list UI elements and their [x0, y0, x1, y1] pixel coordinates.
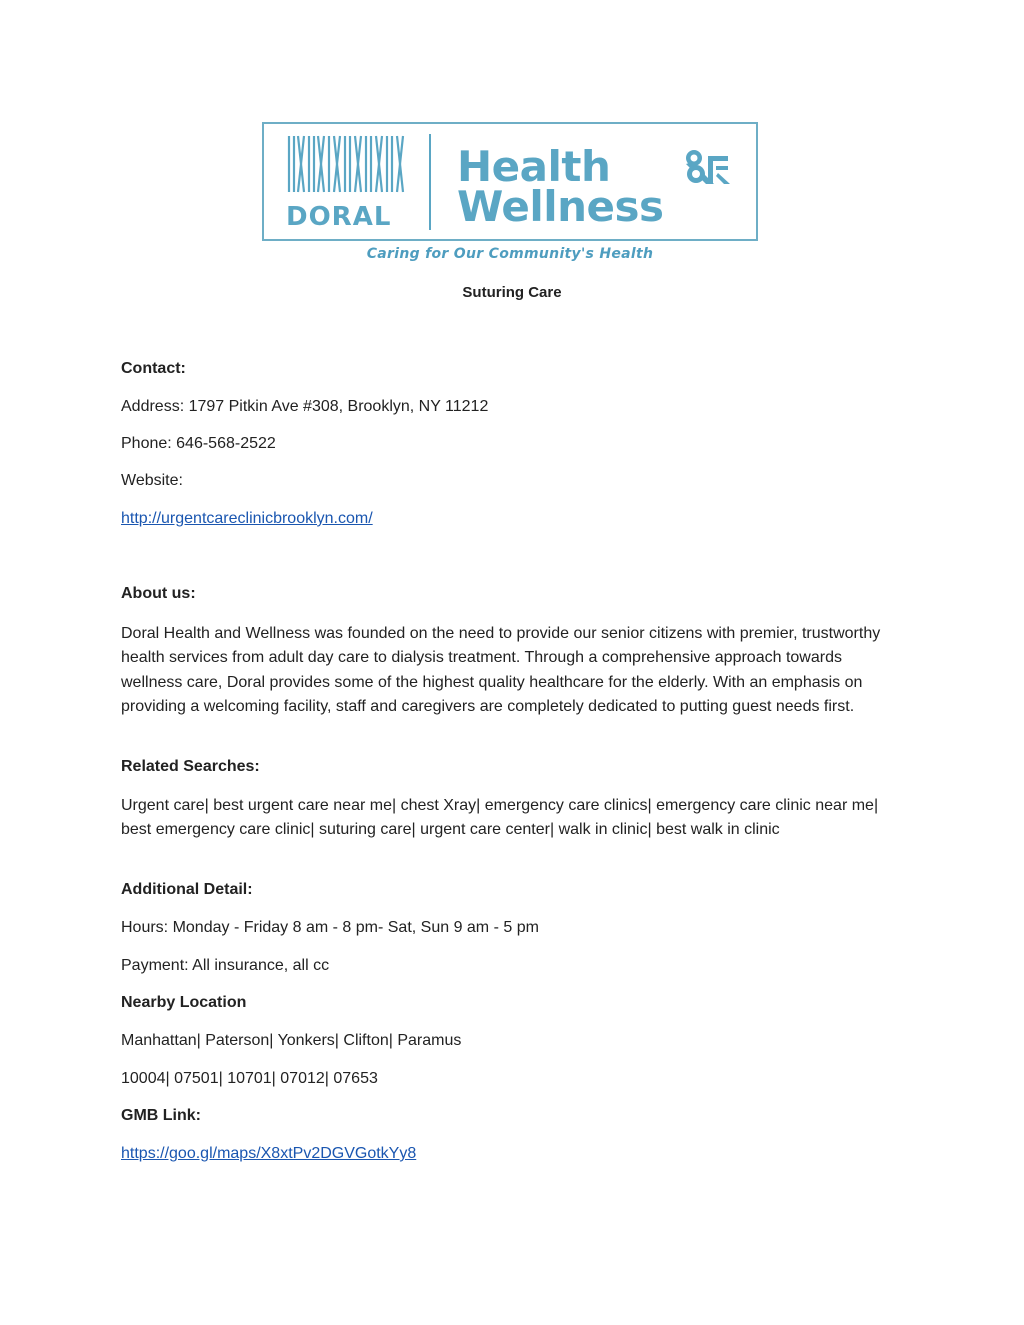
phone-text: Phone: 646-568-2522	[121, 435, 276, 452]
contact-heading: Contact:	[121, 360, 186, 377]
logo-doral-text: DORAL	[286, 202, 392, 232]
payment-text: Payment: All insurance, all cc	[121, 957, 330, 974]
logo-health-text: Health	[457, 142, 611, 191]
related-searches-heading: Related Searches:	[121, 758, 260, 775]
hours-text: Hours: Monday - Friday 8 am - 8 pm- Sat, Sun 9 am - 5 pm	[121, 919, 539, 936]
about-heading: About us:	[121, 585, 196, 602]
related-searches-text: Urgent care| best urgent care near me| chest Xray| emergency care clinics| emergency care clinic near me| best emergency care clinic| suturing care| urgent care center| walk in clinic| best walk in clinic	[121, 797, 879, 839]
page-title: Suturing Care	[462, 284, 562, 301]
logo-tagline: Caring for Our Community's Health	[366, 246, 654, 262]
nearby-locations-text: Manhattan| Paterson| Yonkers| Clifton| Paramus	[121, 1032, 462, 1049]
address-text: Address: 1797 Pitkin Ave #308, Brooklyn, NY 11212	[121, 398, 489, 415]
logo	[262, 122, 758, 268]
ampersand-mark-icon	[680, 148, 732, 184]
logo-divider	[429, 134, 431, 230]
gmb-link[interactable]: https://goo.gl/maps/X8xtPv2DGVGotkYy8	[121, 1145, 417, 1162]
website-link[interactable]: http://urgentcareclinicbrooklyn.com/	[121, 510, 373, 527]
gmb-heading: GMB Link:	[121, 1107, 201, 1124]
barcode-graphic-icon	[287, 134, 407, 194]
logo-wellness-text: Wellness	[457, 182, 664, 231]
about-paragraph: Doral Health and Wellness was founded on the need to provide our senior citizens with premier, trustworthy health services from adult day care to dialysis treatment. Through a comprehensive approach towards wellness care, Doral provides some of the highest quality healthcare for the elderly. With an emphasis on providing a welcoming facility, staff and caregivers are completely dedicated to putting guest needs first.	[121, 625, 881, 715]
website-label: Website:	[121, 472, 183, 489]
nearby-location-heading: Nearby Location	[121, 994, 247, 1011]
logo-frame	[262, 122, 758, 241]
additional-detail-heading: Additional Detail:	[121, 881, 253, 898]
nearby-zips-text: 10004| 07501| 10701| 07012| 07653	[121, 1070, 378, 1087]
